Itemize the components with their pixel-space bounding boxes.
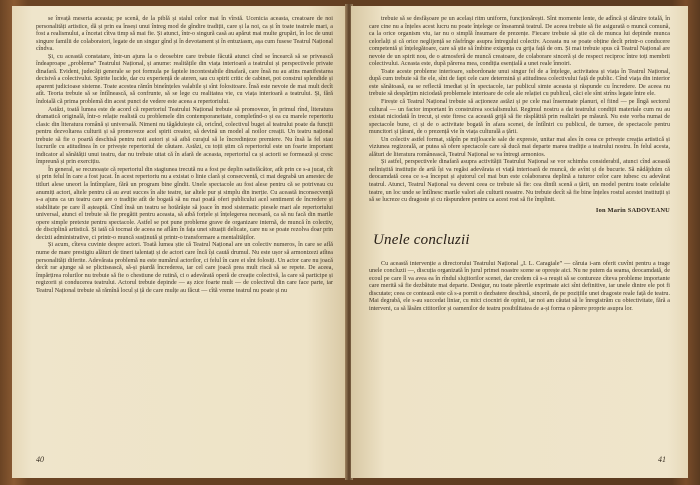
page-number: 41 bbox=[658, 455, 666, 464]
paragraph: Toate aceste probleme interioare, subordonate unui singur fel de a înțelege, activitatea și viața în Teatrul Național, după cum trebuie să fie ele, sînt de fapt cele care determină și atitudinea colectivului față de public. Cînd viața din interior este sănătoasă, ea se reflectă imediat și în spectacole, iar publicul simte aceasta și răspunde cu încredere. De aceea nu trebuie să despărțim niciodată problemele interioare de cele ale relației cu publicul, căci ele sînt strîns legate între ele. bbox=[369, 68, 670, 98]
paragraph: Și acum, cîteva cuvinte despre actori. Toată lumea știe că Teatrul Național are un colectiv numeros, în care se află nume de mare prestigiu alături de tineri talentați și de actori care încă își caută drumul. Nu este ușor să armonizezi atîtea personalități diferite. Adevărata problemă nu este numărul actorilor, ci felul în care ei sînt folosiți. Un actor care nu joacă decît rar ajunge să se plictisească, să-și piardă încrederea, iar cel care joacă prea mult riscă să se repete. De aceea, împărțirea rolurilor nu trebuie să fie o chestiune de rutină, ci o adevărată operă de creație colectivă, la care să participe și regizorii și conducerea teatrului. Actorul trebuie depinde — aș zice foarte mult — de colectivul din care face parte, iar Teatrul Național trebuie să rămînă locul și ță de care mulțe au făcut — cîtă vreme teatrul nu poate și nu bbox=[36, 242, 333, 294]
paragraph: se învață meseria aceasta; pe scenă, de la piblă și stalul celor mai în vîrstă. Ucenicia aceasta, creatoare de noi personalități artistice, dă și prin ea înseși unui întreg mod de gîndire tradiții, care și la noi, ca și în toate teatrele mari, a fost a realismului, a încetat cîtva timp să mai fie. Și atunci, într-o singură casă au apărut mai multe grupări, în loc de unui singure familii de colaboratori, legate de un singur gînd și în devotament și în entuziasm, așa cum fusese Teatrul Național cîndva. bbox=[36, 16, 333, 53]
author-signature: Ion Marin SADOVEANU bbox=[595, 206, 670, 214]
conclusions-text bbox=[369, 261, 670, 314]
right-page bbox=[351, 6, 688, 478]
paragraph: Firește că Teatrul Național trebuie să acționeze astăzi și pe cele mai însemnate planuri, el fiind — pe lîngă sectorul cultural — un factor important în construirea socialismului. Regimul nostru a dat teatrului condiții materiale cum nu au existat niciodată în trecut, și este firesc ca această grijă să fie răsplătită prin realizări pe măsură. Nu este vorba numai de spectacole bune, ci și de o activitate bogată în afara scenei, de întîlniri cu publicul, de turnee, de spectacole pentru muncitori și țărani, de o prezență vie în viața culturală a țării. bbox=[369, 99, 670, 136]
right-page-text bbox=[369, 16, 670, 205]
left-page bbox=[12, 6, 347, 478]
left-page-text bbox=[36, 16, 333, 295]
paragraph: Un colectiv astfel format, stăpîn pe mijloacele sale de expresie, unitar mai ales în ceea ce privește creația artistică și viziunea regizorală, ar putea să ofere spectacole care să ducă mai departe marea tradiție a teatrului nostru. În felul acesta, alături de literatura românească, Teatrul Național se va întregi armonios. bbox=[369, 136, 670, 158]
paragraph: Cu această intervenție a directorului Teatrului Național „I. L. Caragiale” — căruia i-am oferit cuvînt pentru a trage unele concluzii —, discuția organizată în jurul primei noastre scene se oprește aici. Nu ne putem da seama, deocamdată, de ecoul pe care îl va avea ea în rîndul slujitorilor scenei, dar credem că s-a reușit să se contureze cîteva probleme importante care merită să fie dezbătute mai departe. Desigur, nu toate părerile exprimate aici sînt definitive, iar unele dintre ele pot fi discutate; ceea ce contează este că s-a pornit o dezbatere deschisă, sinceră, de pe pozițiile unei dragoste reale față de teatru. Mai degrabă, ele s-au succedat liniar, cu mici ciocniri de opinii, iar noi am căutat să le înregistrăm cu obiectivitate, fără a interveni, ca să lăsăm cititorilor și oamenilor de teatru posibilitatea de a-și forma o părere proprie asupra lor. bbox=[369, 260, 670, 312]
paragraph: trebuie să se desfășoare pe un același ritm uniform, funcționărești. Sînt momente lente, de adîncă și dăruire totală, în care cine nu a înțeles acest lucru nu poate înțelege ce înseamnă teatrul. De aceea trebuie să fie asigurată o muncă comunǎ, ca la orice organism viu, iar nu o simplă însumare de prezențe. Fiecare trebuie să știe că de munca lui depinde munca celorlalți și că orice neglijență se răsfrînge asupra întregului colectiv. Aceasta nu se poate obține decît printr-o conducere competentă și înțelegătoare, care să știe să îmbine exigența cu grija față de om. Și mai trebuie spus că Teatrul Național are nevoie de un spirit nou, de o atmosferă de muncă creatoare, de colaborare sinceră și de respect reciproc între toți membrii colectivului. Aceasta este, după părerea mea, condiția esențială a unei reale înnoiri. bbox=[369, 16, 670, 68]
page-number: 40 bbox=[36, 455, 44, 464]
paragraph: În general, se recunoaște că repertoriul din stagiunea trecută nu a fost pe deplin satisfăcător, atît prin ce s-a jucat, cît și prin felul în care a fost jucat. În acest repertoriu nu a existat o linie clară și consecventă, ci mai degrabă un amestec de titluri alese uneori la întîmplare, fără un program bine gîndit. Unele spectacole au fost alese pentru că se potriveau cu anumiți actori, altele pentru că au avut succes în alte teatre, iar altele pur și simplu din inerție. Cu această inconsecvență s-a ajuns ca un teatru care are o tradiție atît de bogată să nu mai poată oferi publicului acel sentiment de încredere și stabilitate pe care îl așteaptă. Cînd însă un teatru se hotărăște să joace în mod sistematic piesele mari ale repertoriului universal, atunci el trebuie să fie pregătit pentru aceasta, să aibă forțele și înțelegerea necesară, ca să nu facă din marile opere simple pretexte pentru spectacole. Astfel se pot pune probleme grave de organizare internă, de muncă în colectiv, de disciplină artistică. Și iată că tocmai de aceea ne aflăm în fața unei situații delicate, care nu se poate rezolva doar prin decizii administrative, ci printr-o muncă susținută și printr-o transformare a mentalităților. bbox=[36, 166, 333, 241]
paragraph: Astăzi, toată lumea este de acord că repertoriul Teatrului Național trebuie să promoveze, în primul rînd, literatura dramatică originală, într-o relație realistă cu problemele din contemporaneitate, completînd-o și ea cu marele repertoriu clasic din literatura română și universală. Nimeni nu tăgăduiește că, oricînd, colectivul bugei al teatrului poate da funcții pentru dezvoltarea culturii și să promoveze acel spirit creator, să devină un model al noilor creații. Un teatru național trebuie să fie o poartă deschisă pentru noii autori și să aibă curajul să le încredințeze premiere. Nu însă la fel stau lucrurile cu atitudinea în ce privește repertoriul de căutare. Astăzi, cu toții știm că repertoriul este un foarte important indicator al sănătății unui teatru, dar nu trebuie uitat că în afară de aceasta, repertoriul ca și actorii se formează și cresc împreună și prin exercițiu. bbox=[36, 106, 333, 166]
paragraph: Și, cu această constatare, într-un ajuns la o deosebire care trebuie făcută atunci cînd se încearcă să se privească îndeaproape „problema” Teatrului Național, și anume: realitățile din viața interioară a teatrului și perspectivele private dinafară. Evident, judecăți generale se pot formula pe faptele incontestabile dinafară, care însă nu au atins manifestarea decisivă a colectivului. Spirite lucide, dar cu experiență de ateren, sau cu spirit critic de cabinet, pot construi splendide și aparent judicioase sisteme. Toate acestea rămîn bineînțeles valabile și sînt folositoare. Însă este nevoie de mai mult decît atît. Teoria trebuie să se întîlnească, să confrunte, să se lege cu realitatea vie, cu viața interioară a teatrului. Și, fără îndoială că prima problemă din acest punct de vedere este aceea a repertoriului. bbox=[36, 53, 333, 106]
section-title: Unele concluzii bbox=[373, 231, 470, 248]
paragraph: Și astfel, perspectivele dinafară asupra activității Teatrului Național se vor schimba considerabil, atunci cînd această neliniștită instituție de artă își va regăsi adevărata ei viață interioară de muncă, de avînt și de bucurie. Să nădăjduim că deocamdată ceea ce s-a început și ajutorul cel mai bun este colaborarea deplină a tuturor celor care iubesc cu adevărat teatrul. Atunci, Teatrul Național va deveni ceea ce trebuie să fie: cea dintîi scenă a țării, un model pentru toate celelalte teatre, un loc unde se întîlnesc marile valori ale culturii noastre. Nu trebuie decît să fie bine înțeles rostul acestei instituții și să se lucreze cu dragoste și cu răspundere pentru ca acest rost să fie împlinit. bbox=[369, 159, 670, 204]
